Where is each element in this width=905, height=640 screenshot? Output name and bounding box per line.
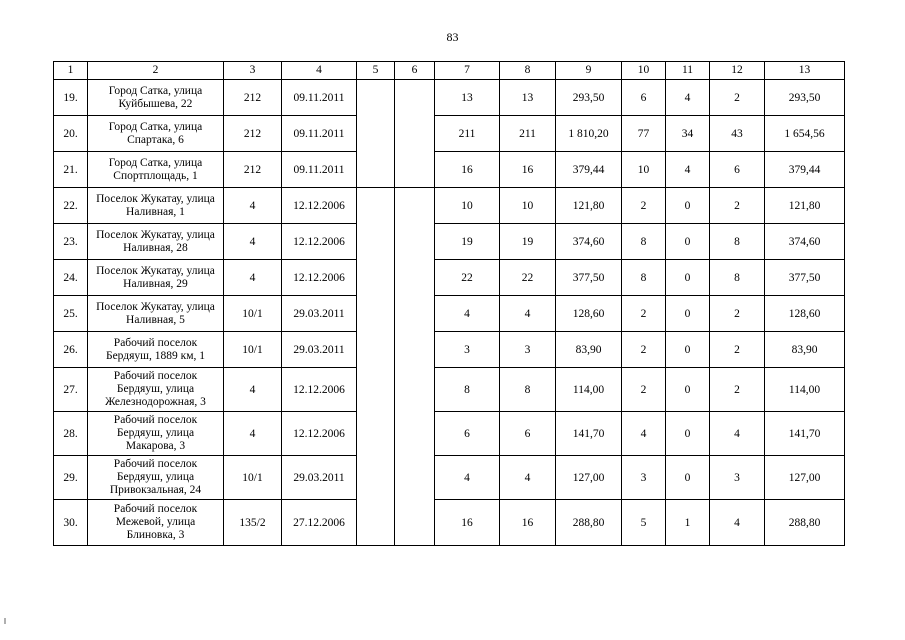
address-cell: Рабочий поселок Бердяуш, улица Макарова, 3 [88, 412, 224, 456]
value-cell: 0 [666, 368, 710, 412]
value-cell: 8 [500, 368, 556, 412]
value-cell: 09.11.2011 [282, 116, 357, 152]
value-cell: 83,90 [765, 332, 845, 368]
value-cell: 114,00 [765, 368, 845, 412]
value-cell: 0 [666, 456, 710, 500]
value-cell: 212 [224, 80, 282, 116]
value-cell: 22 [435, 260, 500, 296]
value-cell: 3 [710, 456, 765, 500]
address-cell: Рабочий поселок Бердяуш, улица Привокзальная, 24 [88, 456, 224, 500]
value-cell: 2 [622, 296, 666, 332]
value-cell: 19 [500, 224, 556, 260]
value-cell: 83,90 [556, 332, 622, 368]
column-header-3: 3 [224, 62, 282, 80]
value-cell: 2 [710, 80, 765, 116]
address-cell: Поселок Жукатау, улица Наливная, 5 [88, 296, 224, 332]
table-row [54, 116, 845, 152]
value-cell: 10 [500, 188, 556, 224]
value-cell: 374,60 [765, 224, 845, 260]
value-cell: 127,00 [765, 456, 845, 500]
address-cell: Город Сатка, улица Куйбышева, 22 [88, 80, 224, 116]
column-header-9: 9 [556, 62, 622, 80]
value-cell: 4 [500, 456, 556, 500]
value-cell: 6 [500, 412, 556, 456]
value-cell: 6 [435, 412, 500, 456]
value-cell: 4 [435, 296, 500, 332]
value-cell: 4 [224, 188, 282, 224]
address-cell: Рабочий поселок Бердяуш, 1889 км, 1 [88, 332, 224, 368]
row-number-cell: 23. [54, 224, 88, 260]
value-cell: 29.03.2011 [282, 456, 357, 500]
value-cell: 4 [622, 412, 666, 456]
column-header-2: 2 [88, 62, 224, 80]
value-cell: 377,50 [556, 260, 622, 296]
value-cell: 16 [500, 500, 556, 546]
value-cell: 12.12.2006 [282, 188, 357, 224]
address-cell: Поселок Жукатау, улица Наливная, 1 [88, 188, 224, 224]
value-cell: 374,60 [556, 224, 622, 260]
value-cell: 1 654,56 [765, 116, 845, 152]
table-row [54, 296, 845, 332]
address-cell: Поселок Жукатау, улица Наливная, 29 [88, 260, 224, 296]
value-cell: 2 [622, 188, 666, 224]
row-number-cell: 29. [54, 456, 88, 500]
value-cell: 1 [666, 500, 710, 546]
value-cell: 0 [666, 332, 710, 368]
value-cell: 09.11.2011 [282, 152, 357, 188]
value-cell: 10 [435, 188, 500, 224]
value-cell: 0 [666, 296, 710, 332]
row-number-cell: 28. [54, 412, 88, 456]
data-table [53, 61, 845, 546]
value-cell: 5 [622, 500, 666, 546]
row-number-cell: 21. [54, 152, 88, 188]
value-cell: 4 [224, 412, 282, 456]
value-cell: 4 [666, 80, 710, 116]
value-cell: 22 [500, 260, 556, 296]
column-header-1: 1 [54, 62, 88, 80]
value-cell: 27.12.2006 [282, 500, 357, 546]
value-cell: 2 [710, 188, 765, 224]
page-number: 83 [446, 30, 459, 44]
table-row [54, 260, 845, 296]
value-cell: 2 [622, 332, 666, 368]
table-row [54, 500, 845, 546]
value-cell: 8 [710, 224, 765, 260]
value-cell: 10/1 [224, 296, 282, 332]
value-cell: 29.03.2011 [282, 296, 357, 332]
column-header-5: 5 [357, 62, 395, 80]
table-row [54, 152, 845, 188]
table-row [54, 412, 845, 456]
value-cell: 288,80 [556, 500, 622, 546]
value-cell: 114,00 [556, 368, 622, 412]
value-cell: 09.11.2011 [282, 80, 357, 116]
value-cell: 379,44 [765, 152, 845, 188]
table-row [54, 456, 845, 500]
value-cell: 212 [224, 116, 282, 152]
value-cell: 4 [224, 260, 282, 296]
row-number-cell: 27. [54, 368, 88, 412]
header-row [54, 62, 845, 80]
value-cell: 4 [435, 456, 500, 500]
value-cell: 16 [435, 500, 500, 546]
value-cell: 128,60 [556, 296, 622, 332]
address-cell: Город Сатка, улица Спартака, 6 [88, 116, 224, 152]
value-cell: 3 [500, 332, 556, 368]
column-header-13: 13 [765, 62, 845, 80]
value-cell: 4 [224, 368, 282, 412]
blank-cell-col-6 [395, 80, 435, 188]
value-cell: 8 [622, 260, 666, 296]
value-cell: 8 [622, 224, 666, 260]
value-cell: 141,70 [765, 412, 845, 456]
value-cell: 2 [710, 296, 765, 332]
value-cell: 6 [622, 80, 666, 116]
value-cell: 2 [710, 368, 765, 412]
column-header-4: 4 [282, 62, 357, 80]
value-cell: 127,00 [556, 456, 622, 500]
value-cell: 8 [435, 368, 500, 412]
value-cell: 2 [710, 332, 765, 368]
value-cell: 128,60 [765, 296, 845, 332]
value-cell: 13 [500, 80, 556, 116]
row-number-cell: 26. [54, 332, 88, 368]
value-cell: 212 [224, 152, 282, 188]
value-cell: 141,70 [556, 412, 622, 456]
value-cell: 8 [710, 260, 765, 296]
value-cell: 29.03.2011 [282, 332, 357, 368]
row-number-cell: 30. [54, 500, 88, 546]
value-cell: 293,50 [765, 80, 845, 116]
value-cell: 13 [435, 80, 500, 116]
table-row [54, 80, 845, 116]
value-cell: 0 [666, 188, 710, 224]
scan-mark [4, 618, 6, 624]
blank-cell-col-6 [395, 188, 435, 546]
value-cell: 12.12.2006 [282, 224, 357, 260]
column-header-8: 8 [500, 62, 556, 80]
blank-cell-col-5 [357, 188, 395, 546]
table-row [54, 332, 845, 368]
value-cell: 4 [666, 152, 710, 188]
row-number-cell: 25. [54, 296, 88, 332]
value-cell: 4 [224, 224, 282, 260]
value-cell: 10/1 [224, 456, 282, 500]
value-cell: 10/1 [224, 332, 282, 368]
blank-cell-col-5 [357, 80, 395, 188]
value-cell: 43 [710, 116, 765, 152]
value-cell: 12.12.2006 [282, 260, 357, 296]
row-number-cell: 19. [54, 80, 88, 116]
table-body [54, 62, 845, 546]
table-row [54, 188, 845, 224]
value-cell: 16 [500, 152, 556, 188]
value-cell: 12.12.2006 [282, 412, 357, 456]
value-cell: 4 [710, 412, 765, 456]
value-cell: 3 [435, 332, 500, 368]
value-cell: 12.12.2006 [282, 368, 357, 412]
value-cell: 288,80 [765, 500, 845, 546]
value-cell: 0 [666, 412, 710, 456]
row-number-cell: 20. [54, 116, 88, 152]
address-cell: Рабочий поселок Бердяуш, улица Железнодорожная, 3 [88, 368, 224, 412]
value-cell: 10 [622, 152, 666, 188]
column-header-6: 6 [395, 62, 435, 80]
address-cell: Поселок Жукатау, улица Наливная, 28 [88, 224, 224, 260]
column-header-10: 10 [622, 62, 666, 80]
value-cell: 16 [435, 152, 500, 188]
value-cell: 3 [622, 456, 666, 500]
address-cell: Рабочий поселок Межевой, улица Блиновка, 3 [88, 500, 224, 546]
value-cell: 121,80 [765, 188, 845, 224]
value-cell: 34 [666, 116, 710, 152]
value-cell: 135/2 [224, 500, 282, 546]
table-row [54, 224, 845, 260]
column-header-11: 11 [666, 62, 710, 80]
value-cell: 121,80 [556, 188, 622, 224]
value-cell: 211 [435, 116, 500, 152]
value-cell: 2 [622, 368, 666, 412]
row-number-cell: 22. [54, 188, 88, 224]
row-number-cell: 24. [54, 260, 88, 296]
value-cell: 77 [622, 116, 666, 152]
value-cell: 379,44 [556, 152, 622, 188]
value-cell: 4 [710, 500, 765, 546]
value-cell: 0 [666, 224, 710, 260]
address-cell: Город Сатка, улица Спортплощадь, 1 [88, 152, 224, 188]
value-cell: 19 [435, 224, 500, 260]
column-header-12: 12 [710, 62, 765, 80]
value-cell: 0 [666, 260, 710, 296]
value-cell: 6 [710, 152, 765, 188]
value-cell: 4 [500, 296, 556, 332]
value-cell: 377,50 [765, 260, 845, 296]
value-cell: 293,50 [556, 80, 622, 116]
column-header-7: 7 [435, 62, 500, 80]
table-row [54, 368, 845, 412]
value-cell: 1 810,20 [556, 116, 622, 152]
value-cell: 211 [500, 116, 556, 152]
